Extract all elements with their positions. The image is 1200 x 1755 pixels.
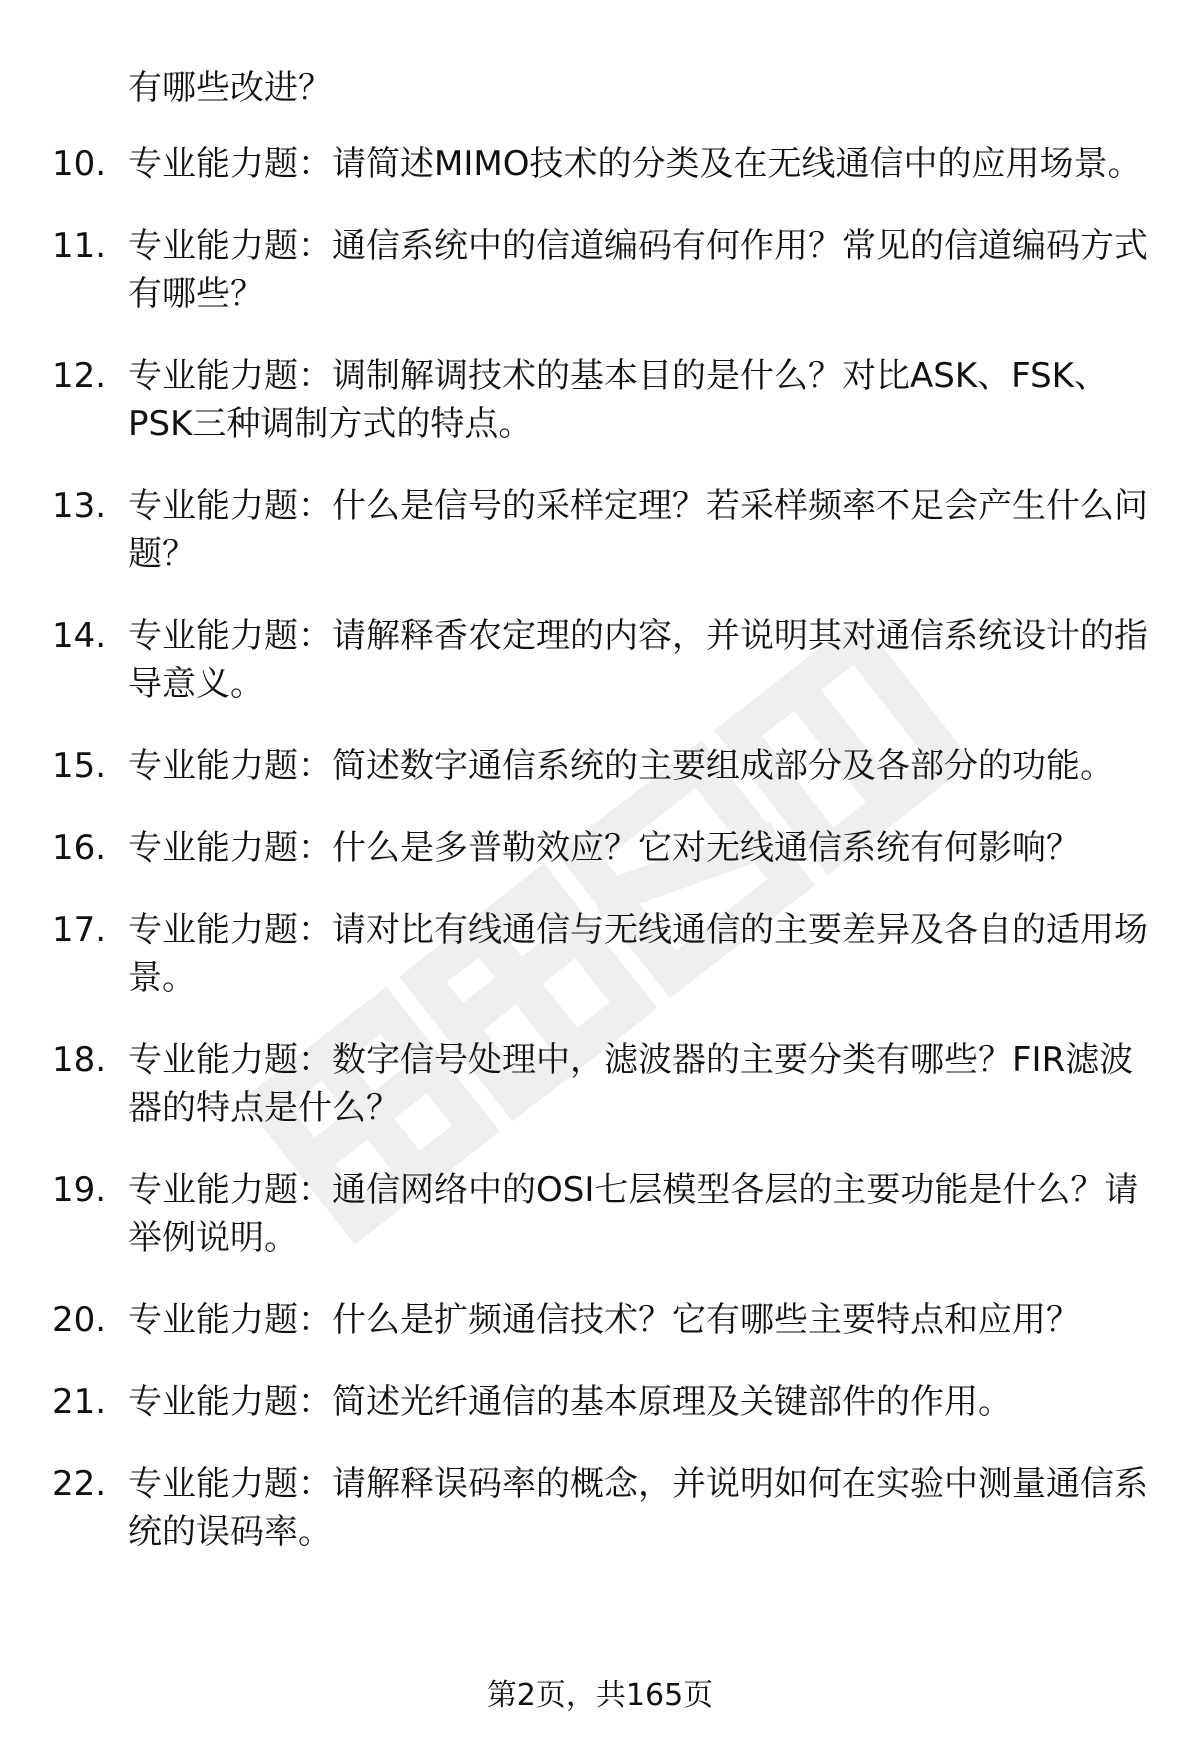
question-text: 专业能力题：什么是多普勒效应？它对无线通信系统有何影响？ bbox=[128, 828, 1080, 868]
question-number: 13. bbox=[52, 486, 107, 526]
list-item bbox=[0, 1166, 1160, 1262]
list-item bbox=[0, 612, 1160, 708]
list-item bbox=[0, 742, 1160, 790]
question-text: 专业能力题：简述数字通信系统的主要组成部分及各部分的功能。 bbox=[128, 746, 1114, 786]
question-number: 11. bbox=[52, 226, 107, 266]
list-item bbox=[0, 824, 1160, 872]
question-text: 专业能力题：请对比有线通信与无线通信的主要差异及各自的适用场景。 bbox=[128, 910, 1148, 998]
question-number: 22. bbox=[52, 1464, 107, 1504]
question-number: 19. bbox=[52, 1170, 107, 1210]
question-text: 专业能力题：简述光纤通信的基本原理及关键部件的作用。 bbox=[128, 1382, 1012, 1422]
question-list bbox=[0, 140, 1200, 1590]
question-text: 专业能力题：通信系统中的信道编码有何作用？常见的信道编码方式有哪些？ bbox=[128, 226, 1148, 314]
question-number: 14. bbox=[52, 616, 107, 656]
list-item bbox=[0, 1036, 1160, 1132]
list-item bbox=[0, 1378, 1160, 1426]
question-text: 专业能力题：数字信号处理中，滤波器的主要分类有哪些？FIR滤波器的特点是什么？ bbox=[128, 1040, 1134, 1128]
previous-question-continuation: 有哪些改进？ bbox=[128, 68, 332, 108]
question-text: 专业能力题：通信网络中的OSI七层模型各层的主要功能是什么？请举例说明。 bbox=[128, 1170, 1139, 1258]
question-number: 21. bbox=[52, 1382, 107, 1422]
question-text: 专业能力题：什么是扩频通信技术？它有哪些主要特点和应用？ bbox=[128, 1300, 1080, 1340]
list-item bbox=[0, 906, 1160, 1002]
list-item bbox=[0, 482, 1160, 578]
question-text: 专业能力题：请简述MIMO技术的分类及在无线通信中的应用场景。 bbox=[128, 144, 1142, 184]
list-item bbox=[0, 1460, 1160, 1556]
question-number: 18. bbox=[52, 1040, 107, 1080]
question-number: 15. bbox=[52, 746, 107, 786]
list-item bbox=[0, 352, 1160, 448]
question-text: 专业能力题：请解释误码率的概念，并说明如何在实验中测量通信系统的误码率。 bbox=[128, 1464, 1148, 1552]
question-number: 16. bbox=[52, 828, 107, 868]
question-number: 12. bbox=[52, 356, 107, 396]
list-item bbox=[0, 1296, 1160, 1344]
page-footer: 第2页，共165页 bbox=[486, 1678, 714, 1713]
list-item bbox=[0, 140, 1160, 188]
question-text: 专业能力题：什么是信号的采样定理？若采样频率不足会产生什么问题？ bbox=[128, 486, 1148, 574]
question-number: 20. bbox=[52, 1300, 107, 1340]
question-number: 17. bbox=[52, 910, 107, 950]
list-item bbox=[0, 222, 1160, 318]
question-number: 10. bbox=[52, 144, 107, 184]
question-text: 专业能力题：调制解调技术的基本目的是什么？对比ASK、FSK、PSK三种调制方式的特点。 bbox=[128, 356, 1108, 444]
question-text: 专业能力题：请解释香农定理的内容，并说明其对通信系统设计的指导意义。 bbox=[128, 616, 1148, 704]
